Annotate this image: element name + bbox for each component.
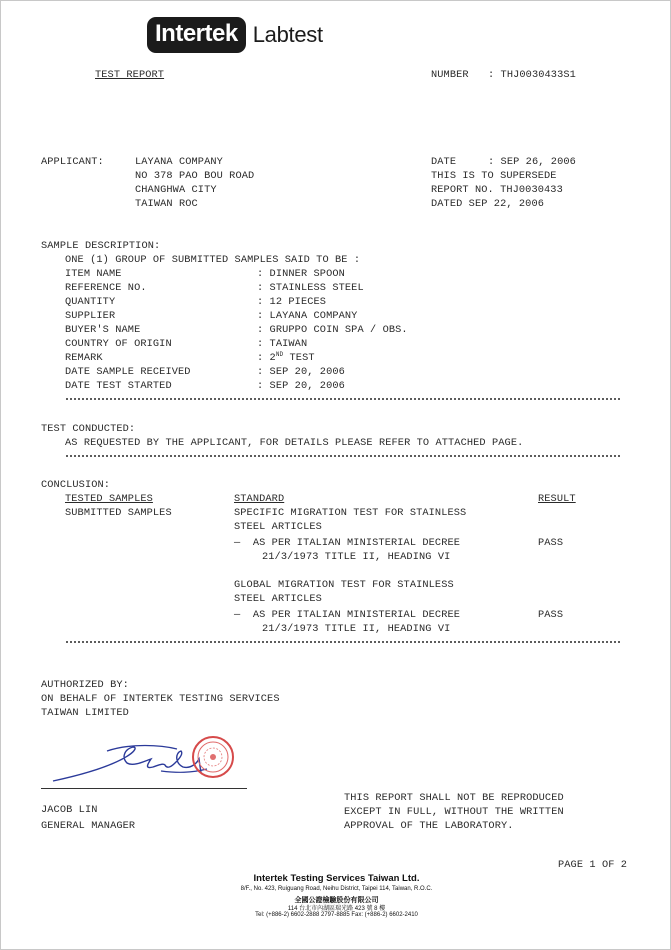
date-value: : SEP 26, 2006: [488, 156, 576, 168]
sample-row-label: SUPPLIER: [65, 310, 116, 322]
col-standard: STANDARD: [234, 493, 285, 505]
test2-title-cont: STEEL ARTICLES: [234, 593, 322, 605]
logo-brand: Intertek: [147, 17, 246, 53]
test1-decree-cont: 21/3/1973 TITLE II, HEADING VI: [262, 551, 451, 563]
test2-result: PASS: [538, 609, 564, 621]
report-number-label: NUMBER: [431, 69, 469, 81]
authorized-company: ON BEHALF OF INTERTEK TESTING SERVICES: [41, 693, 280, 705]
sample-description-heading: SAMPLE DESCRIPTION:: [41, 240, 161, 252]
sample-row-value: : GRUPPO COIN SPA / OBS.: [257, 324, 408, 336]
applicant-label: APPLICANT:: [41, 156, 104, 168]
sample-row-value: : TAIWAN: [257, 338, 308, 350]
remark-suffix: TEST: [283, 352, 315, 364]
sample-row-value: : SEP 20, 2006: [257, 380, 345, 392]
supersede-dated: DATED SEP 22, 2006: [431, 198, 545, 210]
submitted-samples: SUBMITTED SAMPLES: [65, 507, 172, 519]
sample-row-value: : STAINLESS STEEL: [257, 282, 364, 294]
disclaimer-line: EXCEPT IN FULL, WITHOUT THE WRITTEN: [344, 806, 564, 818]
asterisk-separator: [65, 454, 622, 458]
sample-row-label: DATE SAMPLE RECEIVED: [65, 366, 191, 378]
applicant-line: LAYANA COMPANY: [135, 156, 223, 168]
sample-intro: ONE (1) GROUP OF SUBMITTED SAMPLES SAID TO BE :: [65, 254, 361, 266]
official-seal-icon: [191, 735, 235, 779]
logo-product: Labtest: [252, 22, 323, 47]
test1-title-cont: STEEL ARTICLES: [234, 521, 322, 533]
test2-decree-cont: 21/3/1973 TITLE II, HEADING VI: [262, 623, 451, 635]
page-number: PAGE 1 OF 2: [558, 859, 628, 871]
date-label: DATE: [431, 156, 457, 168]
disclaimer-line: APPROVAL OF THE LABORATORY.: [344, 820, 514, 832]
applicant-line: TAIWAN ROC: [135, 198, 198, 210]
supersede-report-no: REPORT NO. THJ0030433: [431, 184, 563, 196]
sample-row-label: QUANTITY: [65, 296, 116, 308]
remark-value: [257, 352, 315, 364]
test1-decree: — AS PER ITALIAN MINISTERIAL DECREE: [234, 537, 461, 549]
sample-row-label: REMARK: [65, 352, 103, 364]
authorized-by: AUTHORIZED BY:: [41, 679, 129, 691]
sample-row-label: DATE TEST STARTED: [65, 380, 172, 392]
footer-address: 8/F., No. 423, Ruiguang Road, Neihu District, Taipei 114, Taiwan, R.O.C.: [240, 886, 433, 892]
test1-title: SPECIFIC MIGRATION TEST FOR STAINLESS: [234, 507, 467, 519]
test2-decree: — AS PER ITALIAN MINISTERIAL DECREE: [234, 609, 461, 621]
sample-row-label: REFERENCE NO.: [65, 282, 147, 294]
test1-result: PASS: [538, 537, 564, 549]
conclusion-heading: CONCLUSION:: [41, 479, 111, 491]
test-conducted-text: AS REQUESTED BY THE APPLICANT, FOR DETAILS PLEASE REFER TO ATTACHED PAGE.: [65, 437, 524, 449]
asterisk-separator: [65, 397, 622, 401]
sample-row-value: : 12 PIECES: [257, 296, 327, 308]
applicant-line: CHANGHWA CITY: [135, 184, 217, 196]
footer-phone: Tel: (+886-2) 6602-2888 2797-8885 Fax: (+886-2) 6602-2410: [255, 912, 418, 918]
test-conducted-heading: TEST CONDUCTED:: [41, 423, 136, 435]
asterisk-separator: [65, 640, 622, 644]
col-result: RESULT: [538, 493, 576, 505]
sample-row-label: BUYER'S NAME: [65, 324, 141, 336]
sample-row-value: : SEP 20, 2006: [257, 366, 345, 378]
disclaimer-line: THIS REPORT SHALL NOT BE REPRODUCED: [344, 792, 564, 804]
sample-row-value: : LAYANA COMPANY: [257, 310, 358, 322]
remark-number: : 2: [257, 352, 276, 364]
sample-row-value: : DINNER SPOON: [257, 268, 345, 280]
intertek-labtest-logo: [147, 17, 323, 53]
sample-row-label: ITEM NAME: [65, 268, 122, 280]
footer-company: Intertek Testing Services Taiwan Ltd.: [253, 873, 420, 884]
supersede-line: THIS IS TO SUPERSEDE: [431, 170, 557, 182]
authorized-company-cont: TAIWAN LIMITED: [41, 707, 129, 719]
signatory-title: GENERAL MANAGER: [41, 820, 136, 832]
report-number-value: : THJ0030433S1: [488, 69, 576, 81]
footer-chinese-name: 全國公證檢驗股份有限公司: [294, 897, 379, 904]
signatory-name: JACOB LIN: [41, 804, 98, 816]
col-tested-samples: TESTED SAMPLES: [65, 493, 153, 505]
sample-row-label: COUNTRY OF ORIGIN: [65, 338, 172, 350]
signature-line: [41, 788, 247, 789]
report-title: TEST REPORT: [95, 69, 165, 81]
test2-title: GLOBAL MIGRATION TEST FOR STAINLESS: [234, 579, 454, 591]
footer-chinese-address: 114 台北市內湖區瑞光路 423 號 8 樓: [287, 906, 386, 912]
applicant-line: NO 378 PAO BOU ROAD: [135, 170, 255, 182]
remark-ordinal: ND: [275, 351, 284, 358]
